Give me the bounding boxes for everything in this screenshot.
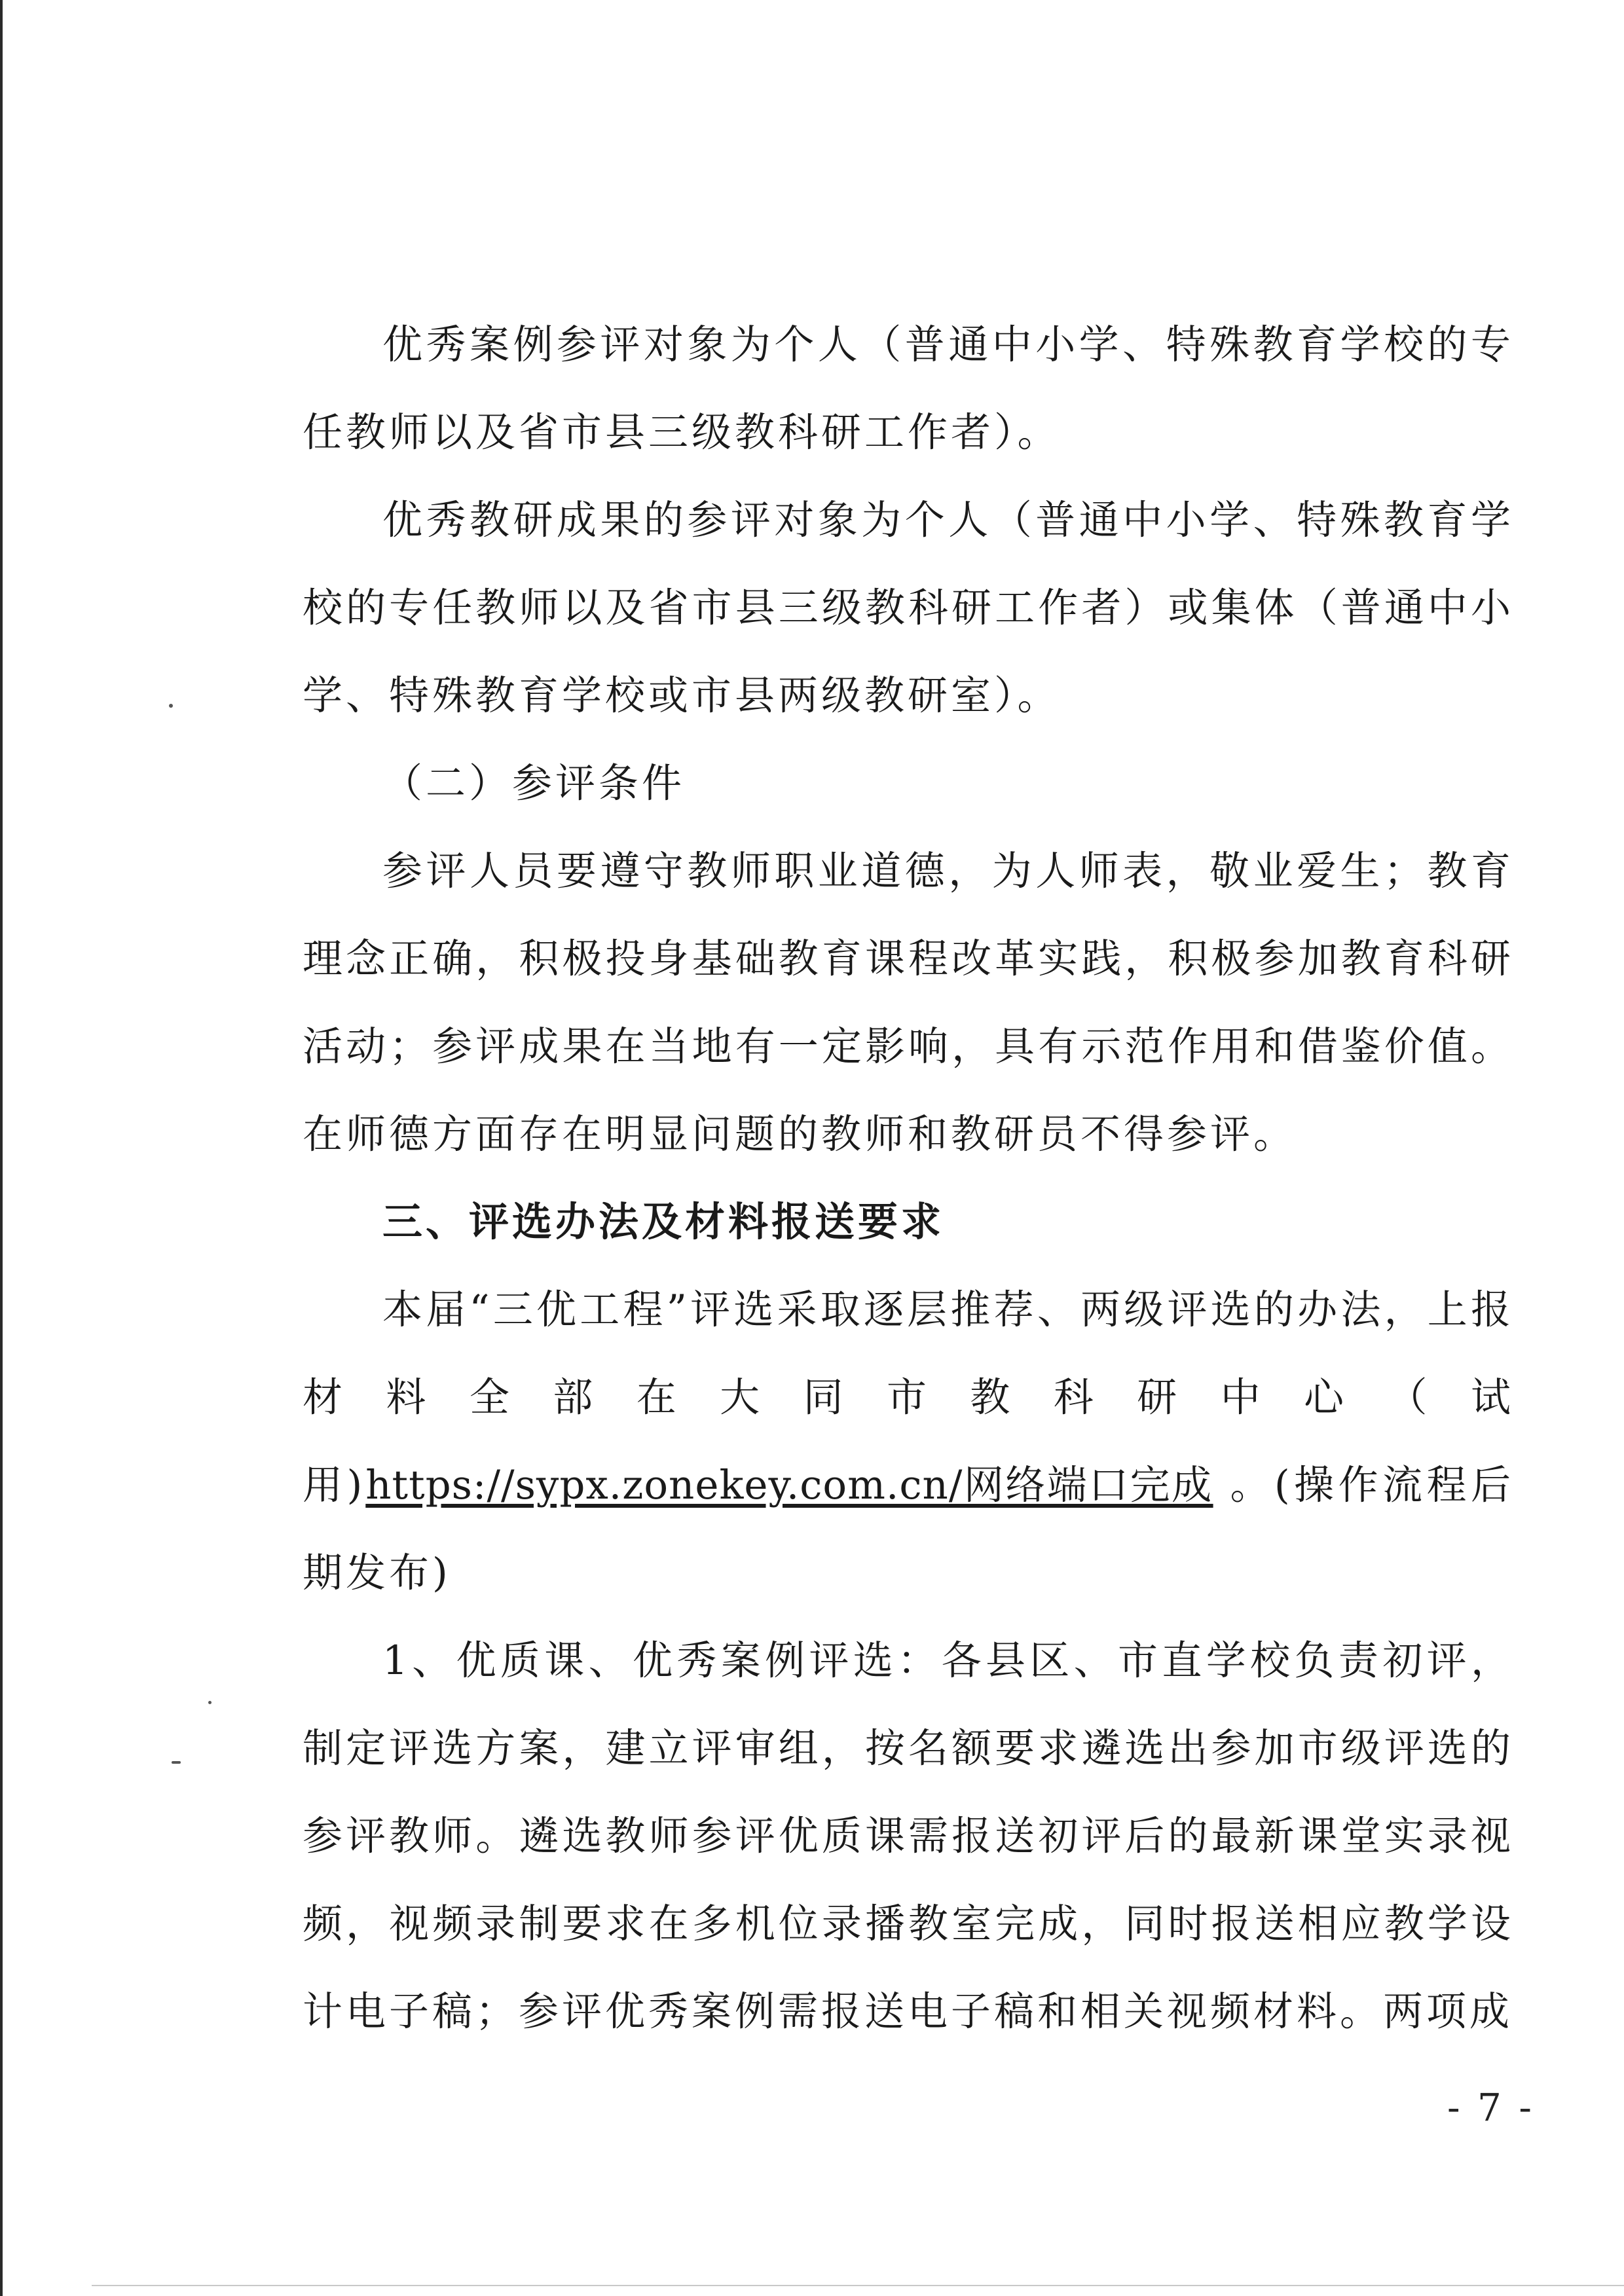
paragraph-method-line1: 本届“三优工程”评选采取逐层推荐、两级评选的办法，上报材料全部在大同市教科研中心（试 <box>303 1286 1514 1421</box>
document-body <box>303 301 1514 2056</box>
section-heading-three: 三、评选办法及材料报送要求 <box>382 1199 945 1245</box>
page-number: - 7 - <box>1447 2085 1534 2130</box>
paragraph-case-eligibility: 优秀案例参评对象为个人（普通中小学、特殊教育学校的专任教师以及省市县三级教科研工作者）。 <box>303 321 1514 456</box>
paragraph-selection-process: 1、优质课、优秀案例评选：各县区、市直学校负责初评，制定评选方案，建立评审组，按名额要求遴选出参加市级评选的参评教师。遴选教师参评优质课需报送初评后的最新课堂实录视频，视频录制要求在多机位录播教室完成，同时报送相应教学设计电子稿；参评优秀案例需报送电子稿和相关视频材料。两项成 <box>303 1637 1514 2035</box>
scan-speck <box>172 1761 181 1764</box>
scan-speck <box>169 704 173 708</box>
scan-bottom-edge <box>92 2285 1624 2286</box>
method-suffix: 。(操作流程后期发布) <box>303 1462 1514 1596</box>
submission-url-link[interactable]: https://sypx.zonekey.com.cn/网络端口完成 <box>365 1462 1213 1508</box>
paragraph-conditions: 参评人员要遵守教师职业道德，为人师表，敬业爱生；教育理念正确，积极投身基础教育课程改革实践，积极参加教育科研活动；参评成果在当地有一定影响，具有示范作用和借鉴价值。在师德方面存在明显问题的教师和教研员不得参评。 <box>303 848 1514 1157</box>
method-prefix: 用) <box>303 1462 366 1508</box>
scan-page-edge <box>0 0 3 2296</box>
paragraph-research-eligibility: 优秀教研成果的参评对象为个人（普通中小学、特殊教育学校的专任教师以及省市县三级教科研工作者）或集体（普通中小学、特殊教育学校或市县两级教研室）。 <box>303 497 1514 719</box>
paragraph-method-rest <box>303 1442 1514 1617</box>
subheading-conditions: （二）参评条件 <box>382 760 686 807</box>
scan-speck <box>208 1701 212 1704</box>
